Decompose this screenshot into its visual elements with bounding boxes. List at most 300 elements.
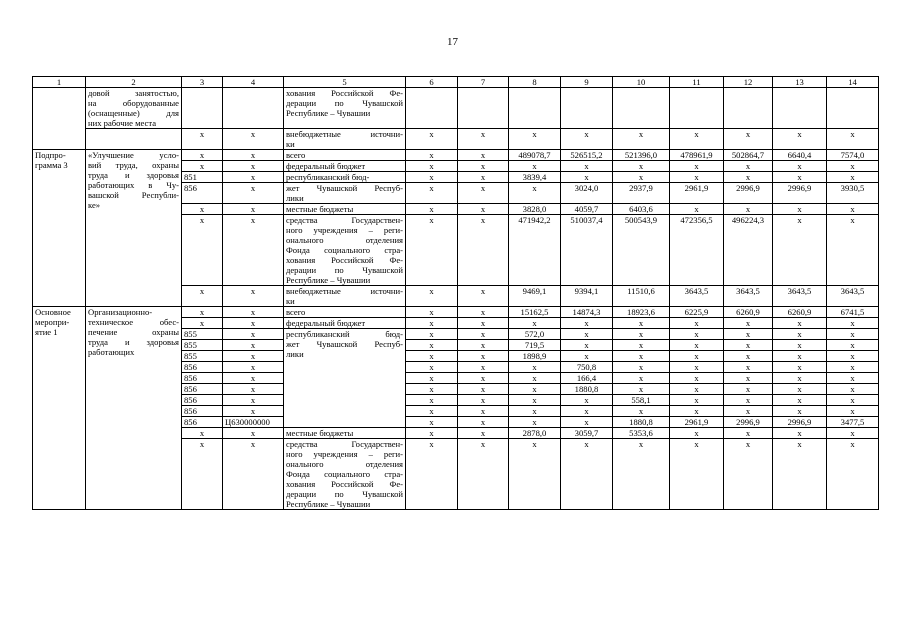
value-cell: 14874,3 <box>561 307 613 318</box>
funding-source-line: внебюджетные источни- <box>286 286 403 296</box>
funding-source-line: всего <box>286 307 306 317</box>
target-code-cell: х <box>223 384 284 395</box>
value-cell: 2996,9 <box>724 417 773 428</box>
value-cell: 3839,4 <box>509 172 561 183</box>
value-cell: х <box>458 417 509 428</box>
code-cell <box>182 88 223 129</box>
value-cell: 3643,5 <box>670 286 724 307</box>
value-cell: х <box>613 318 670 329</box>
funding-source-line: хования Российской Фе- <box>286 479 403 489</box>
target-code-cell: х <box>223 362 284 373</box>
value-cell: 6741,5 <box>827 307 879 318</box>
program-description-line: техническое обес- <box>88 317 179 327</box>
value-cell: х <box>724 362 773 373</box>
value-cell: х <box>458 373 509 384</box>
value-cell: х <box>827 215 879 286</box>
value-cell: х <box>773 373 827 384</box>
funding-source <box>284 88 406 129</box>
value-cell: х <box>561 340 613 351</box>
value-cell: х <box>827 351 879 362</box>
value-cell: х <box>773 384 827 395</box>
code-cell: 856 <box>182 417 223 428</box>
value-cell: х <box>458 362 509 373</box>
target-code-cell: х <box>223 439 284 510</box>
value-cell: х <box>458 129 509 150</box>
target-code-cell: х <box>223 428 284 439</box>
value-cell: 478961,9 <box>670 150 724 161</box>
value-cell: х <box>458 351 509 362</box>
funding-source <box>284 329 406 428</box>
target-code-cell: х <box>223 340 284 351</box>
value-cell: х <box>561 129 613 150</box>
value-cell <box>670 88 724 129</box>
program-description <box>86 88 182 129</box>
value-cell: х <box>406 384 458 395</box>
value-cell: 2937,9 <box>613 183 670 204</box>
value-cell: 2878,0 <box>509 428 561 439</box>
value-cell: 9394,1 <box>561 286 613 307</box>
program-description-line: труда и здоровья <box>88 170 179 180</box>
column-header: 13 <box>773 77 827 88</box>
value-cell: 3024,0 <box>561 183 613 204</box>
value-cell: х <box>827 329 879 340</box>
value-cell: х <box>773 329 827 340</box>
funding-source-line: местные бюджеты <box>286 204 354 214</box>
value-cell: х <box>561 172 613 183</box>
program-description-line: довой занятостью, <box>88 88 179 98</box>
value-cell: х <box>724 395 773 406</box>
value-cell: х <box>509 406 561 417</box>
value-cell: х <box>724 373 773 384</box>
value-cell: х <box>773 340 827 351</box>
value-cell <box>773 88 827 129</box>
code-cell: 856 <box>182 373 223 384</box>
funding-source-line: республиканский бюд- <box>286 329 403 339</box>
value-cell: х <box>406 204 458 215</box>
value-cell: х <box>613 351 670 362</box>
funding-source-line: дерации по Чувашской <box>286 489 403 499</box>
value-cell: х <box>827 161 879 172</box>
value-cell: х <box>458 286 509 307</box>
value-cell: 3930,5 <box>827 183 879 204</box>
value-cell: х <box>670 161 724 172</box>
program-description-line: «Улучшение усло- <box>88 150 179 160</box>
value-cell: х <box>724 384 773 395</box>
value-cell: х <box>724 129 773 150</box>
funding-source-line: жет Чувашской Респуб- <box>286 183 403 193</box>
value-cell: х <box>406 362 458 373</box>
code-cell: 856 <box>182 395 223 406</box>
value-cell: 471942,2 <box>509 215 561 286</box>
value-cell: х <box>773 161 827 172</box>
funding-source-line: онального отделения <box>286 235 403 245</box>
target-code-cell: х <box>223 204 284 215</box>
value-cell: х <box>670 373 724 384</box>
value-cell: х <box>670 439 724 510</box>
funding-source-line: республиканский бюд- <box>286 172 370 182</box>
target-code-cell: х <box>223 395 284 406</box>
value-cell: х <box>458 215 509 286</box>
program-description <box>86 150 182 307</box>
value-cell: 558,1 <box>613 395 670 406</box>
funding-source-line: местные бюджеты <box>286 428 354 438</box>
value-cell: 526515,2 <box>561 150 613 161</box>
table-row <box>33 88 879 129</box>
code-cell: х <box>182 428 223 439</box>
value-cell: х <box>773 172 827 183</box>
program-name-line: Подпро- <box>35 150 66 160</box>
program-description-line: них рабочие места <box>88 118 157 128</box>
value-cell: х <box>458 395 509 406</box>
value-cell: х <box>406 395 458 406</box>
value-cell: х <box>406 406 458 417</box>
value-cell: х <box>773 351 827 362</box>
funding-source-line: ки <box>286 296 295 306</box>
value-cell <box>458 88 509 129</box>
value-cell: х <box>670 340 724 351</box>
program-name-line: Основное <box>35 307 71 317</box>
funding-source-line: федеральный бюджет <box>286 161 366 171</box>
value-cell: х <box>724 161 773 172</box>
funding-source <box>284 150 406 161</box>
value-cell: х <box>458 150 509 161</box>
column-header: 3 <box>182 77 223 88</box>
value-cell: х <box>509 362 561 373</box>
target-code-cell: х <box>223 161 284 172</box>
value-cell: х <box>406 428 458 439</box>
value-cell: х <box>827 204 879 215</box>
value-cell: х <box>458 428 509 439</box>
value-cell: 2996,9 <box>773 417 827 428</box>
funding-source <box>284 428 406 439</box>
value-cell: х <box>561 161 613 172</box>
value-cell: х <box>509 129 561 150</box>
column-header: 7 <box>458 77 509 88</box>
program-description-line: Организационно- <box>88 307 153 317</box>
funding-source-line: средства Государствен- <box>286 439 403 449</box>
program-name-line: меропри- <box>35 317 70 327</box>
value-cell: х <box>613 161 670 172</box>
value-cell: 719,5 <box>509 340 561 351</box>
value-cell: 2961,9 <box>670 183 724 204</box>
code-cell: х <box>182 204 223 215</box>
funding-source-line: Республике – Чувашии <box>286 108 371 118</box>
value-cell: х <box>827 318 879 329</box>
code-cell: 856 <box>182 183 223 204</box>
value-cell: х <box>670 362 724 373</box>
funding-source <box>284 183 406 204</box>
value-cell: х <box>561 351 613 362</box>
value-cell: х <box>458 161 509 172</box>
value-cell: х <box>509 161 561 172</box>
value-cell: х <box>561 417 613 428</box>
funding-source-line: хования Российской Фе- <box>286 255 403 265</box>
value-cell <box>561 88 613 129</box>
value-cell: х <box>406 351 458 362</box>
column-header: 10 <box>613 77 670 88</box>
header-row <box>33 77 879 88</box>
value-cell <box>827 88 879 129</box>
value-cell: х <box>827 129 879 150</box>
value-cell: х <box>509 384 561 395</box>
funding-source <box>284 286 406 307</box>
value-cell: х <box>561 318 613 329</box>
value-cell: х <box>613 129 670 150</box>
column-header: 6 <box>406 77 458 88</box>
value-cell: х <box>773 204 827 215</box>
value-cell: 3643,5 <box>773 286 827 307</box>
program-description <box>86 129 182 150</box>
value-cell: х <box>724 428 773 439</box>
value-cell: 500543,9 <box>613 215 670 286</box>
value-cell: 1880,8 <box>613 417 670 428</box>
value-cell: х <box>458 329 509 340</box>
code-cell: х <box>182 318 223 329</box>
funding-source-line: онального отделения <box>286 459 403 469</box>
value-cell: х <box>406 373 458 384</box>
value-cell: х <box>670 329 724 340</box>
target-code-cell: х <box>223 129 284 150</box>
funding-source-line: внебюджетные источни- <box>286 129 403 139</box>
value-cell: х <box>613 362 670 373</box>
value-cell: 7574,0 <box>827 150 879 161</box>
value-cell: 4059,7 <box>561 204 613 215</box>
value-cell: х <box>458 340 509 351</box>
value-cell: х <box>827 373 879 384</box>
value-cell: х <box>458 183 509 204</box>
value-cell: х <box>406 183 458 204</box>
value-cell: 3643,5 <box>724 286 773 307</box>
value-cell: х <box>406 129 458 150</box>
value-cell: х <box>458 172 509 183</box>
program-name <box>33 150 86 307</box>
column-header: 2 <box>86 77 182 88</box>
funding-source-line: Республике – Чувашии <box>286 499 371 509</box>
code-cell: 855 <box>182 351 223 362</box>
value-cell <box>724 88 773 129</box>
target-code-cell: х <box>223 286 284 307</box>
code-cell: х <box>182 150 223 161</box>
value-cell: х <box>724 351 773 362</box>
target-code-cell: х <box>223 172 284 183</box>
column-header: 1 <box>33 77 86 88</box>
value-cell: 572,0 <box>509 329 561 340</box>
value-cell: х <box>509 395 561 406</box>
value-cell: 502864,7 <box>724 150 773 161</box>
value-cell: 3828,0 <box>509 204 561 215</box>
code-cell: 855 <box>182 340 223 351</box>
target-code-cell: х <box>223 318 284 329</box>
program-name-line: ятие 1 <box>35 327 58 337</box>
value-cell: х <box>773 318 827 329</box>
value-cell: х <box>724 406 773 417</box>
value-cell: х <box>773 129 827 150</box>
funding-source <box>284 439 406 510</box>
value-cell: 6403,6 <box>613 204 670 215</box>
program-name <box>33 88 86 150</box>
column-header: 8 <box>509 77 561 88</box>
budget-table <box>32 76 879 510</box>
funding-source <box>284 307 406 318</box>
value-cell: 3477,5 <box>827 417 879 428</box>
value-cell: х <box>827 406 879 417</box>
value-cell: х <box>827 439 879 510</box>
value-cell: 9469,1 <box>509 286 561 307</box>
value-cell: 11510,6 <box>613 286 670 307</box>
value-cell: 521396,0 <box>613 150 670 161</box>
program-description-line: работающих в Чу- <box>88 180 179 190</box>
target-code-cell: х <box>223 373 284 384</box>
value-cell: х <box>827 362 879 373</box>
funding-source-line: всего <box>286 150 306 160</box>
value-cell: х <box>561 395 613 406</box>
value-cell <box>406 88 458 129</box>
funding-source-line: хования Российской Фе- <box>286 88 403 98</box>
page-number: 17 <box>447 36 458 48</box>
column-header: 14 <box>827 77 879 88</box>
value-cell: х <box>406 286 458 307</box>
program-description-line: на оборудованные <box>88 98 179 108</box>
value-cell: х <box>406 439 458 510</box>
funding-source-line: дерации по Чувашской <box>286 98 403 108</box>
value-cell: 1880,8 <box>561 384 613 395</box>
value-cell: х <box>670 428 724 439</box>
value-cell: х <box>670 351 724 362</box>
target-code-cell: х <box>223 406 284 417</box>
value-cell: х <box>827 428 879 439</box>
value-cell: 510037,4 <box>561 215 613 286</box>
funding-source-line: Республике – Чувашии <box>286 275 371 285</box>
value-cell: х <box>509 439 561 510</box>
program-description-line: работающих <box>88 347 135 357</box>
column-header: 9 <box>561 77 613 88</box>
code-cell: 856 <box>182 384 223 395</box>
value-cell: х <box>724 340 773 351</box>
code-cell: 855 <box>182 329 223 340</box>
value-cell: х <box>561 439 613 510</box>
program-name-line: грамма 3 <box>35 160 68 170</box>
value-cell: х <box>773 362 827 373</box>
value-cell: х <box>613 373 670 384</box>
value-cell: х <box>827 395 879 406</box>
value-cell: х <box>670 172 724 183</box>
value-cell: х <box>773 395 827 406</box>
value-cell: х <box>406 150 458 161</box>
program-description-line: ке» <box>88 200 101 210</box>
value-cell: 3643,5 <box>827 286 879 307</box>
value-cell: х <box>613 329 670 340</box>
target-code-cell: х <box>223 351 284 362</box>
value-cell: 2961,9 <box>670 417 724 428</box>
value-cell: х <box>561 329 613 340</box>
funding-source-line: Фонда социального стра- <box>286 469 403 479</box>
target-code-cell: х <box>223 150 284 161</box>
value-cell: 5353,6 <box>613 428 670 439</box>
value-cell: 1898,9 <box>509 351 561 362</box>
value-cell: х <box>458 204 509 215</box>
code-cell: х <box>182 161 223 172</box>
table-row <box>33 307 879 318</box>
value-cell: х <box>509 318 561 329</box>
funding-source-line: жет Чувашской Респуб- <box>286 339 403 349</box>
value-cell: х <box>773 428 827 439</box>
value-cell: х <box>406 318 458 329</box>
value-cell: х <box>724 329 773 340</box>
value-cell: 6640,4 <box>773 150 827 161</box>
value-cell: 15162,5 <box>509 307 561 318</box>
funding-source-line: ного учреждения – реги- <box>286 225 403 235</box>
value-cell: х <box>458 318 509 329</box>
target-code-cell: х <box>223 183 284 204</box>
value-cell: х <box>724 204 773 215</box>
funding-source-line: дерации по Чувашской <box>286 265 403 275</box>
value-cell: х <box>670 395 724 406</box>
code-cell: х <box>182 439 223 510</box>
value-cell: х <box>724 439 773 510</box>
code-cell: 856 <box>182 362 223 373</box>
value-cell: 496224,3 <box>724 215 773 286</box>
funding-source <box>284 204 406 215</box>
value-cell: х <box>613 172 670 183</box>
value-cell: х <box>670 406 724 417</box>
funding-source-line: Фонда социального стра- <box>286 245 403 255</box>
funding-source-line: лики <box>286 193 304 203</box>
funding-source <box>284 215 406 286</box>
funding-source-line: лики <box>286 349 304 359</box>
funding-source <box>284 172 406 183</box>
column-header: 11 <box>670 77 724 88</box>
target-code-cell: Ц630000000 <box>223 417 284 428</box>
value-cell: х <box>406 172 458 183</box>
value-cell <box>613 88 670 129</box>
target-code-cell: х <box>223 215 284 286</box>
value-cell: х <box>724 318 773 329</box>
value-cell: х <box>724 172 773 183</box>
value-cell: х <box>406 417 458 428</box>
value-cell: х <box>458 439 509 510</box>
value-cell: 2996,9 <box>773 183 827 204</box>
value-cell: 489078,7 <box>509 150 561 161</box>
value-cell: 2996,9 <box>724 183 773 204</box>
value-cell: х <box>827 340 879 351</box>
value-cell: х <box>613 384 670 395</box>
value-cell: 6260,9 <box>773 307 827 318</box>
value-cell: х <box>670 129 724 150</box>
value-cell: х <box>827 172 879 183</box>
funding-source-line: федеральный бюджет <box>286 318 366 328</box>
code-cell: х <box>182 129 223 150</box>
program-name <box>33 307 86 510</box>
value-cell: х <box>509 373 561 384</box>
value-cell: х <box>613 340 670 351</box>
value-cell: 472356,5 <box>670 215 724 286</box>
value-cell: х <box>827 384 879 395</box>
value-cell: х <box>509 183 561 204</box>
value-cell: х <box>613 406 670 417</box>
value-cell: х <box>458 384 509 395</box>
table-row <box>33 150 879 161</box>
code-cell: 851 <box>182 172 223 183</box>
value-cell: х <box>773 215 827 286</box>
funding-source <box>284 161 406 172</box>
value-cell: х <box>773 439 827 510</box>
code-cell: х <box>182 215 223 286</box>
value-cell: х <box>406 329 458 340</box>
column-header: 12 <box>724 77 773 88</box>
value-cell <box>509 88 561 129</box>
value-cell: х <box>670 204 724 215</box>
funding-source <box>284 129 406 150</box>
